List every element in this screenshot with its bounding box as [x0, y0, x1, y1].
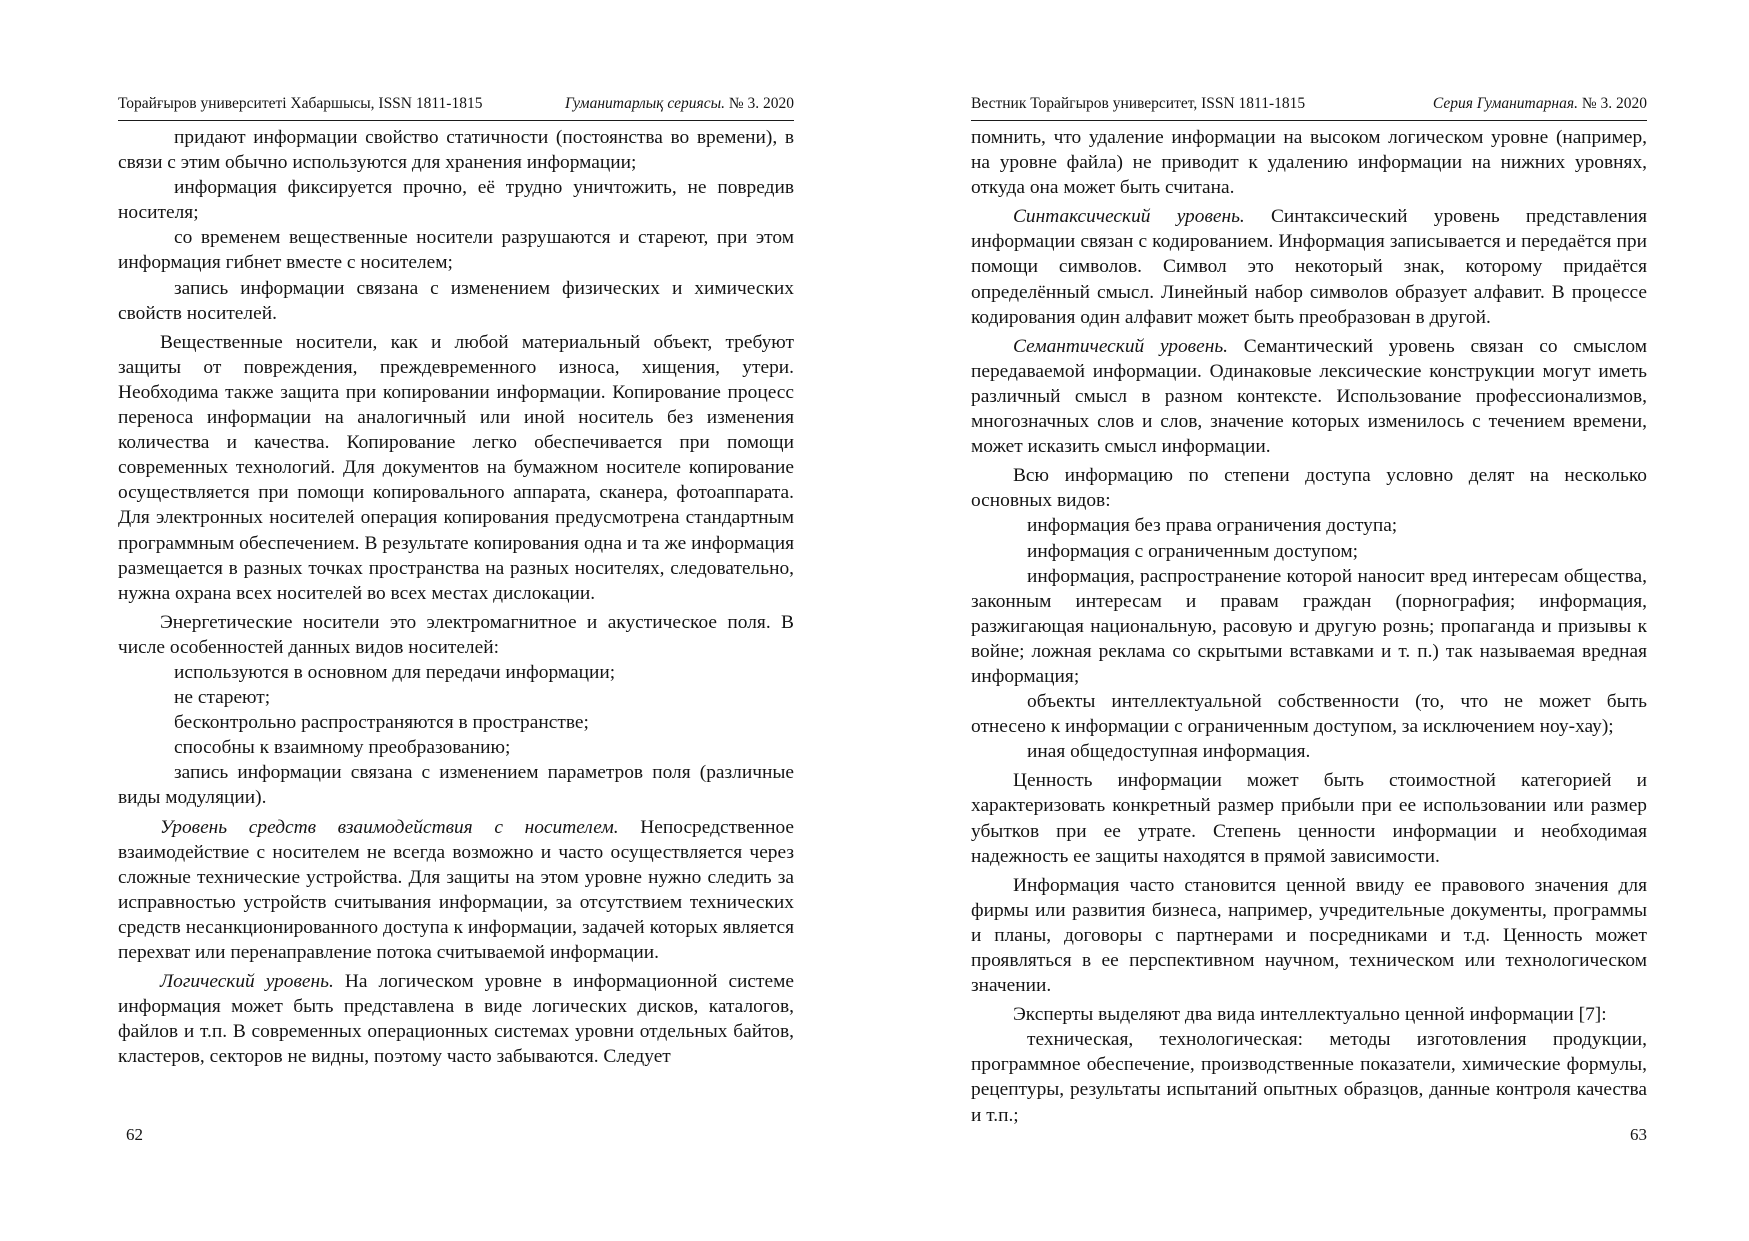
journal-title: Торайғыров университеті Хабаршысы, ISSN 1811-1815 [118, 95, 483, 112]
page-number: 63 [1630, 1125, 1647, 1144]
journal-title: Вестник Торайгыров университет, ISSN 1811-1815 [971, 95, 1306, 112]
paragraph: Логический уровень. На логическом уровне в информационной системе информация может быть представлена в виде логических дисков, каталогов, файлов и т.п. В современных операционных системах уровни отдельных байтов, кластеров, секторов не видны, поэтому часто забываются. Следует [118, 971, 794, 1068]
issue-number: № 3. 2020 [1581, 95, 1647, 112]
series-name: Гуманитарлық сериясы. [565, 95, 725, 112]
list-item: способны к взаимному преобразованию; [174, 737, 511, 759]
section-heading: Семантический уровень. [1013, 335, 1229, 357]
section-heading: Логический уровень. [160, 971, 334, 993]
paragraph: Ценность информации может быть стоимостной категорией и характеризовать конкретный размер прибыли при ее использовании или размер убытков при ее утрате. Степень ценности информации и необходимая надежность ее защиты находятся в прямой зависимости. [971, 770, 1647, 867]
page-number: 62 [126, 1125, 143, 1144]
list-item: запись информации связана с изменением параметров поля (различные виды модуляции). [118, 762, 794, 809]
list-item: используются в основном для передачи информации; [174, 661, 616, 683]
paragraph: Эксперты выделяют два вида интеллектуально ценной информации [7]: [1013, 1004, 1607, 1026]
paragraph: Уровень средств взаимодействия с носителем. Непосредственное взаимодействие с носителем не всегда возможно и часто осуществляется через сложные технические устройства. Для защиты на этом уровне нужно следить за исправностью устройств считывания информации, за отсутствием технических средств несанкционированного доступа к информации, задачей которых является перехват или перенаправление потока считываемой информации. [118, 816, 794, 963]
list-item: техническая, технологическая: методы изготовления продукции, программное обеспечение, производственные показатели, химические формулы, рецептуры, результаты испытаний опытных образцов, данные контроля качества и т.п.; [971, 1029, 1647, 1126]
list-item: не стареют; [174, 687, 271, 709]
running-header [971, 92, 1647, 121]
list-item: информация с ограниченным доступом; [1027, 540, 1359, 562]
right-page [971, 0, 1647, 1241]
paragraph: помнить, что удаление информации на высоком логическом уровне (например, на уровне файла) не приводит к удалению информации на нижних уровнях, откуда она может быть считана. [971, 127, 1647, 199]
issue-number: № 3. 2020 [728, 95, 794, 112]
series-issue [565, 94, 794, 114]
paragraph: со временем вещественные носители разрушаются и стареют, при этом информация гибнет вместе с носителем; [118, 227, 794, 274]
section-heading: Синтаксический уровень. [1013, 206, 1245, 228]
list-item: иная общедоступная информация. [1027, 741, 1311, 763]
body-text [971, 125, 1647, 1128]
series-issue [1433, 94, 1647, 114]
paragraph: информация фиксируется прочно, её трудно уничтожить, не повредив носителя; [118, 177, 794, 224]
paragraph: Всю информацию по степени доступа условно делят на несколько основных видов: [971, 465, 1647, 512]
list-item: информация без права ограничения доступа; [1027, 515, 1398, 537]
paragraph: придают информации свойство статичности (постоянства во времени), в связи с этим обычно используются для хранения информации; [118, 127, 794, 174]
paragraph: Энергетические носители это электромагнитное и акустическое поля. В числе особенностей данных видов носителей: [118, 611, 794, 658]
paragraph: Синтаксический уровень. Синтаксический уровень представления информации связан с кодированием. Информация записывается и передаётся при помощи символов. Символ это некоторый знак, которому придаётся определённый смысл. Линейный набор символов образует алфавит. В процессе кодирования один алфавит может быть преобразован в другой. [971, 206, 1647, 328]
paragraph: Семантический уровень. Семантический уровень связан со смыслом передаваемой информации. Одинаковые лексические конструкции могут иметь различный смысл в разном контексте. Использование профессионализмов, многозначных слов и слов, значение которых изменилось с течением времени, может исказить смысл информации. [971, 335, 1647, 458]
paragraph: Вещественные носители, как и любой материальный объект, требуют защиты от повреждения, преждевременного износа, хищения, утери. Необходима также защита при копировании информации. Копирование процесс переноса информации на аналогичный или иной носитель без изменения количества и качества. Копирование легко обеспечивается при помощи современных технологий. Для документов на бумажном носителе копирование осуществляется при помощи копировального аппарата, сканера, фотоаппарата. Для электронных носителей операция копирования предусмотрена стандартным программным обеспечением. В результате копирования одна и та же информация размещается в разных точках пространства на разных носителях, следовательно, нужна охрана всех носителей во всех местах дислокации. [118, 331, 794, 604]
paragraph: запись информации связана с изменением физических и химических свойств носителей. [118, 277, 794, 324]
list-item: объекты интеллектуальной собственности (то, что не может быть отнесено к информации с ограниченным доступом, за исключением ноу-хау); [971, 691, 1647, 738]
left-page [118, 0, 794, 1241]
running-header [118, 92, 794, 121]
body-text [118, 125, 794, 1069]
list-item: бесконтрольно распространяются в пространстве; [174, 712, 589, 734]
paragraph: Информация часто становится ценной ввиду ее правового значения для фирмы или развития бизнеса, например, учредительные документы, программы и планы, договоры с партнерами и посредниками и т.д. Ценность может проявляться в ее перспективном научном, техническом или технологическом значении. [971, 874, 1647, 997]
section-heading: Уровень средств взаимодействия с носителем. [160, 816, 619, 838]
series-name: Серия Гуманитарная. [1432, 95, 1578, 112]
list-item: информация, распространение которой наносит вред интересам общества, законным интересам и правам граждан (порнография; информация, разжигающая национальную, расовую и другую рознь; пропаганда и призывы к войне; ложная реклама со скрытыми вставками и т. п.) так называемая вредная информация; [971, 565, 1647, 687]
